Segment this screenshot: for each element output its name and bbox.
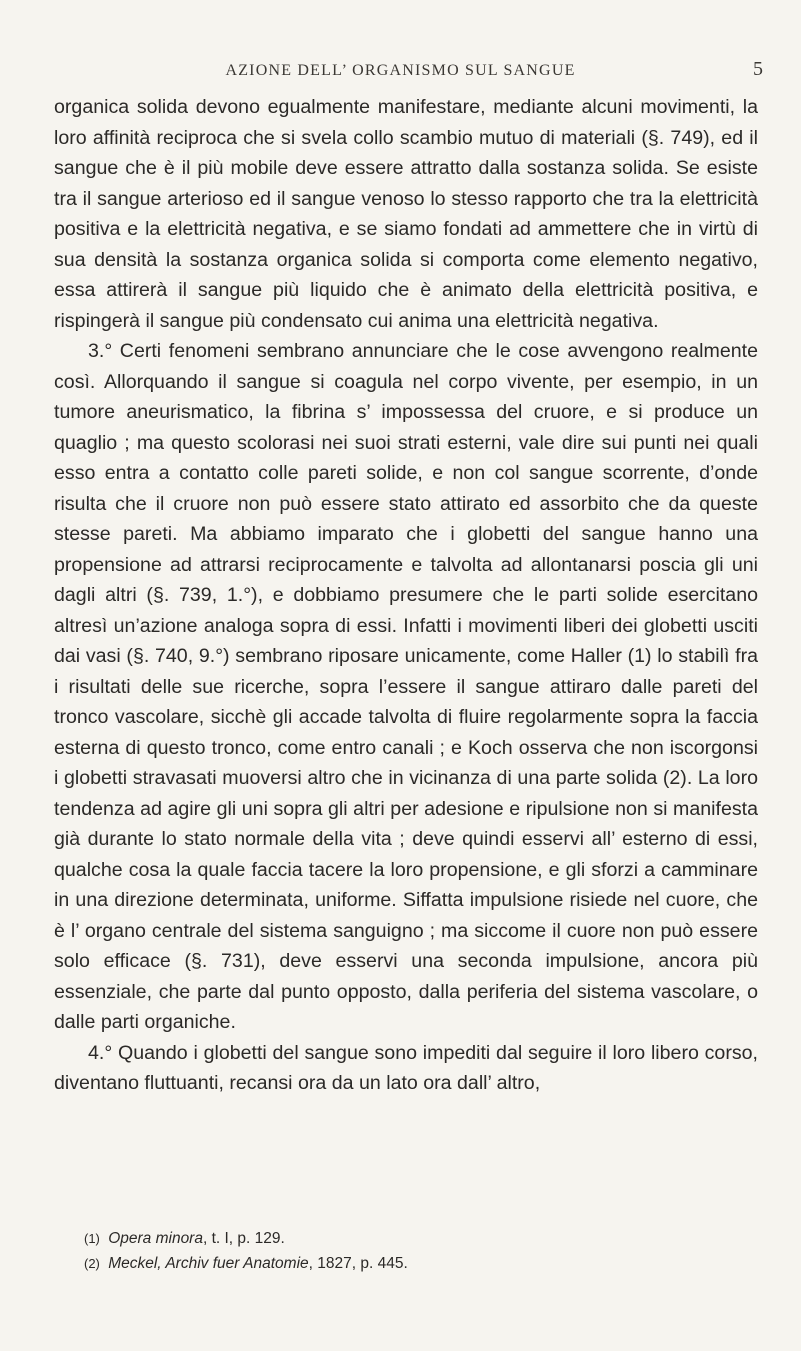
running-head-title: AZIONE DELL’ ORGANISMO SUL SANGUE <box>225 62 576 79</box>
footnote-mark: (1) <box>84 1231 100 1246</box>
footnote-mark: (2) <box>84 1256 100 1271</box>
footnote-1 <box>84 1226 744 1251</box>
paragraph-section-4: 4.° Quando i globetti del sangue sono impediti dal seguire il loro libero corso, diventano fluttuanti, recansi ora da un lato ora dall’ altro, <box>54 1041 758 1094</box>
running-head <box>0 56 801 86</box>
footnote-2 <box>84 1251 744 1276</box>
page-number: 5 <box>753 58 763 80</box>
footnote-title: Meckel, Archiv fuer Anatomie <box>108 1255 309 1272</box>
paragraph-continued: organica solida devono egualmente manifestare, mediante alcuni movimenti, la loro affinità reciproca che si svela collo scambio mutuo di materiali (§. 749), ed il sangue che è il più mobile deve essere attratto dalla sostanza solida. Se esiste tra il sangue arterioso ed il sangue venoso lo stesso rapporto che tra la elettricità positiva e la elettricità negativa, e se siamo fondati ad ammettere che in virtù di sua densità la sostanza organica solida si comporta come elemento negativo, essa attirerà il sangue più liquido che è animato della elettricità positiva, e rispingerà il sangue più condensato cui anima una elettricità negativa. <box>54 96 758 332</box>
paragraph-section-3: 3.° Certi fenomeni sembrano annunciare che le cose avvengono realmente così. Allorquando il sangue si coagula nel corpo vivente, per esempio, in un tumore aneurismatico, la fibrina s’ impossessa del cruore, e si produce un quaglio ; ma questo scolorasi nei suoi strati esterni, vale dire sui punti nei quali esso entra a contatto colle pareti solide, e non col sangue scorrente, d’onde risulta che il cruore non può essere stato attirato ed assorbito che da queste stesse pareti. Ma abbiamo imparato che i globetti del sangue hanno una propensione ad attrarsi reciprocamente e talvolta ad allontanarsi poscia gli uni dagli altri (§. 739, 1.°), e dobbiamo presumere che le parti solide esercitano altresì un’azione analoga sopra di essi. Infatti i movimenti liberi dei globetti usciti dai vasi (§. 740, 9.°) sembrano riposare unicamente, come Haller (1) lo stabilì fra i risultati delle sue ricerche, sopra l’essere il sangue attiraro dalle pareti del tronco vascolare, sicchè gli accade talvolta di fluire regolarmente sopra la faccia esterna di questo tronco, come entro canali ; e Koch osserva che non iscorgonsi i globetti stravasati muoversi altro che in vicinanza di una parte solida (2). La loro tendenza ad agire gli uni sopra gli altri per adesione e ripulsione non si manifesta già durante lo stato normale della vita ; deve quindi esservi all’ esterno di essi, qualche cosa la quale faccia tacere la loro propensione, e gli sforzi a camminare in una direzione determinata, uniforme. Siffatta impulsione risiede nel cuore, che è l’ organo centrale del sistema sanguigno ; ma siccome il cuore non può essere solo efficace (§. 731), deve esservi una seconda impulsione, ancora più essenziale, che parte dal punto opposto, dalla periferia del sistema vascolare, o dalle parti organiche. <box>54 340 758 1033</box>
footnote-reference: , 1827, p. 445. <box>308 1255 408 1272</box>
footnotes <box>84 1226 744 1276</box>
body-text <box>54 92 758 1099</box>
footnote-title: Opera minora <box>108 1230 203 1247</box>
footnote-reference: , t. I, p. 129. <box>202 1230 285 1247</box>
